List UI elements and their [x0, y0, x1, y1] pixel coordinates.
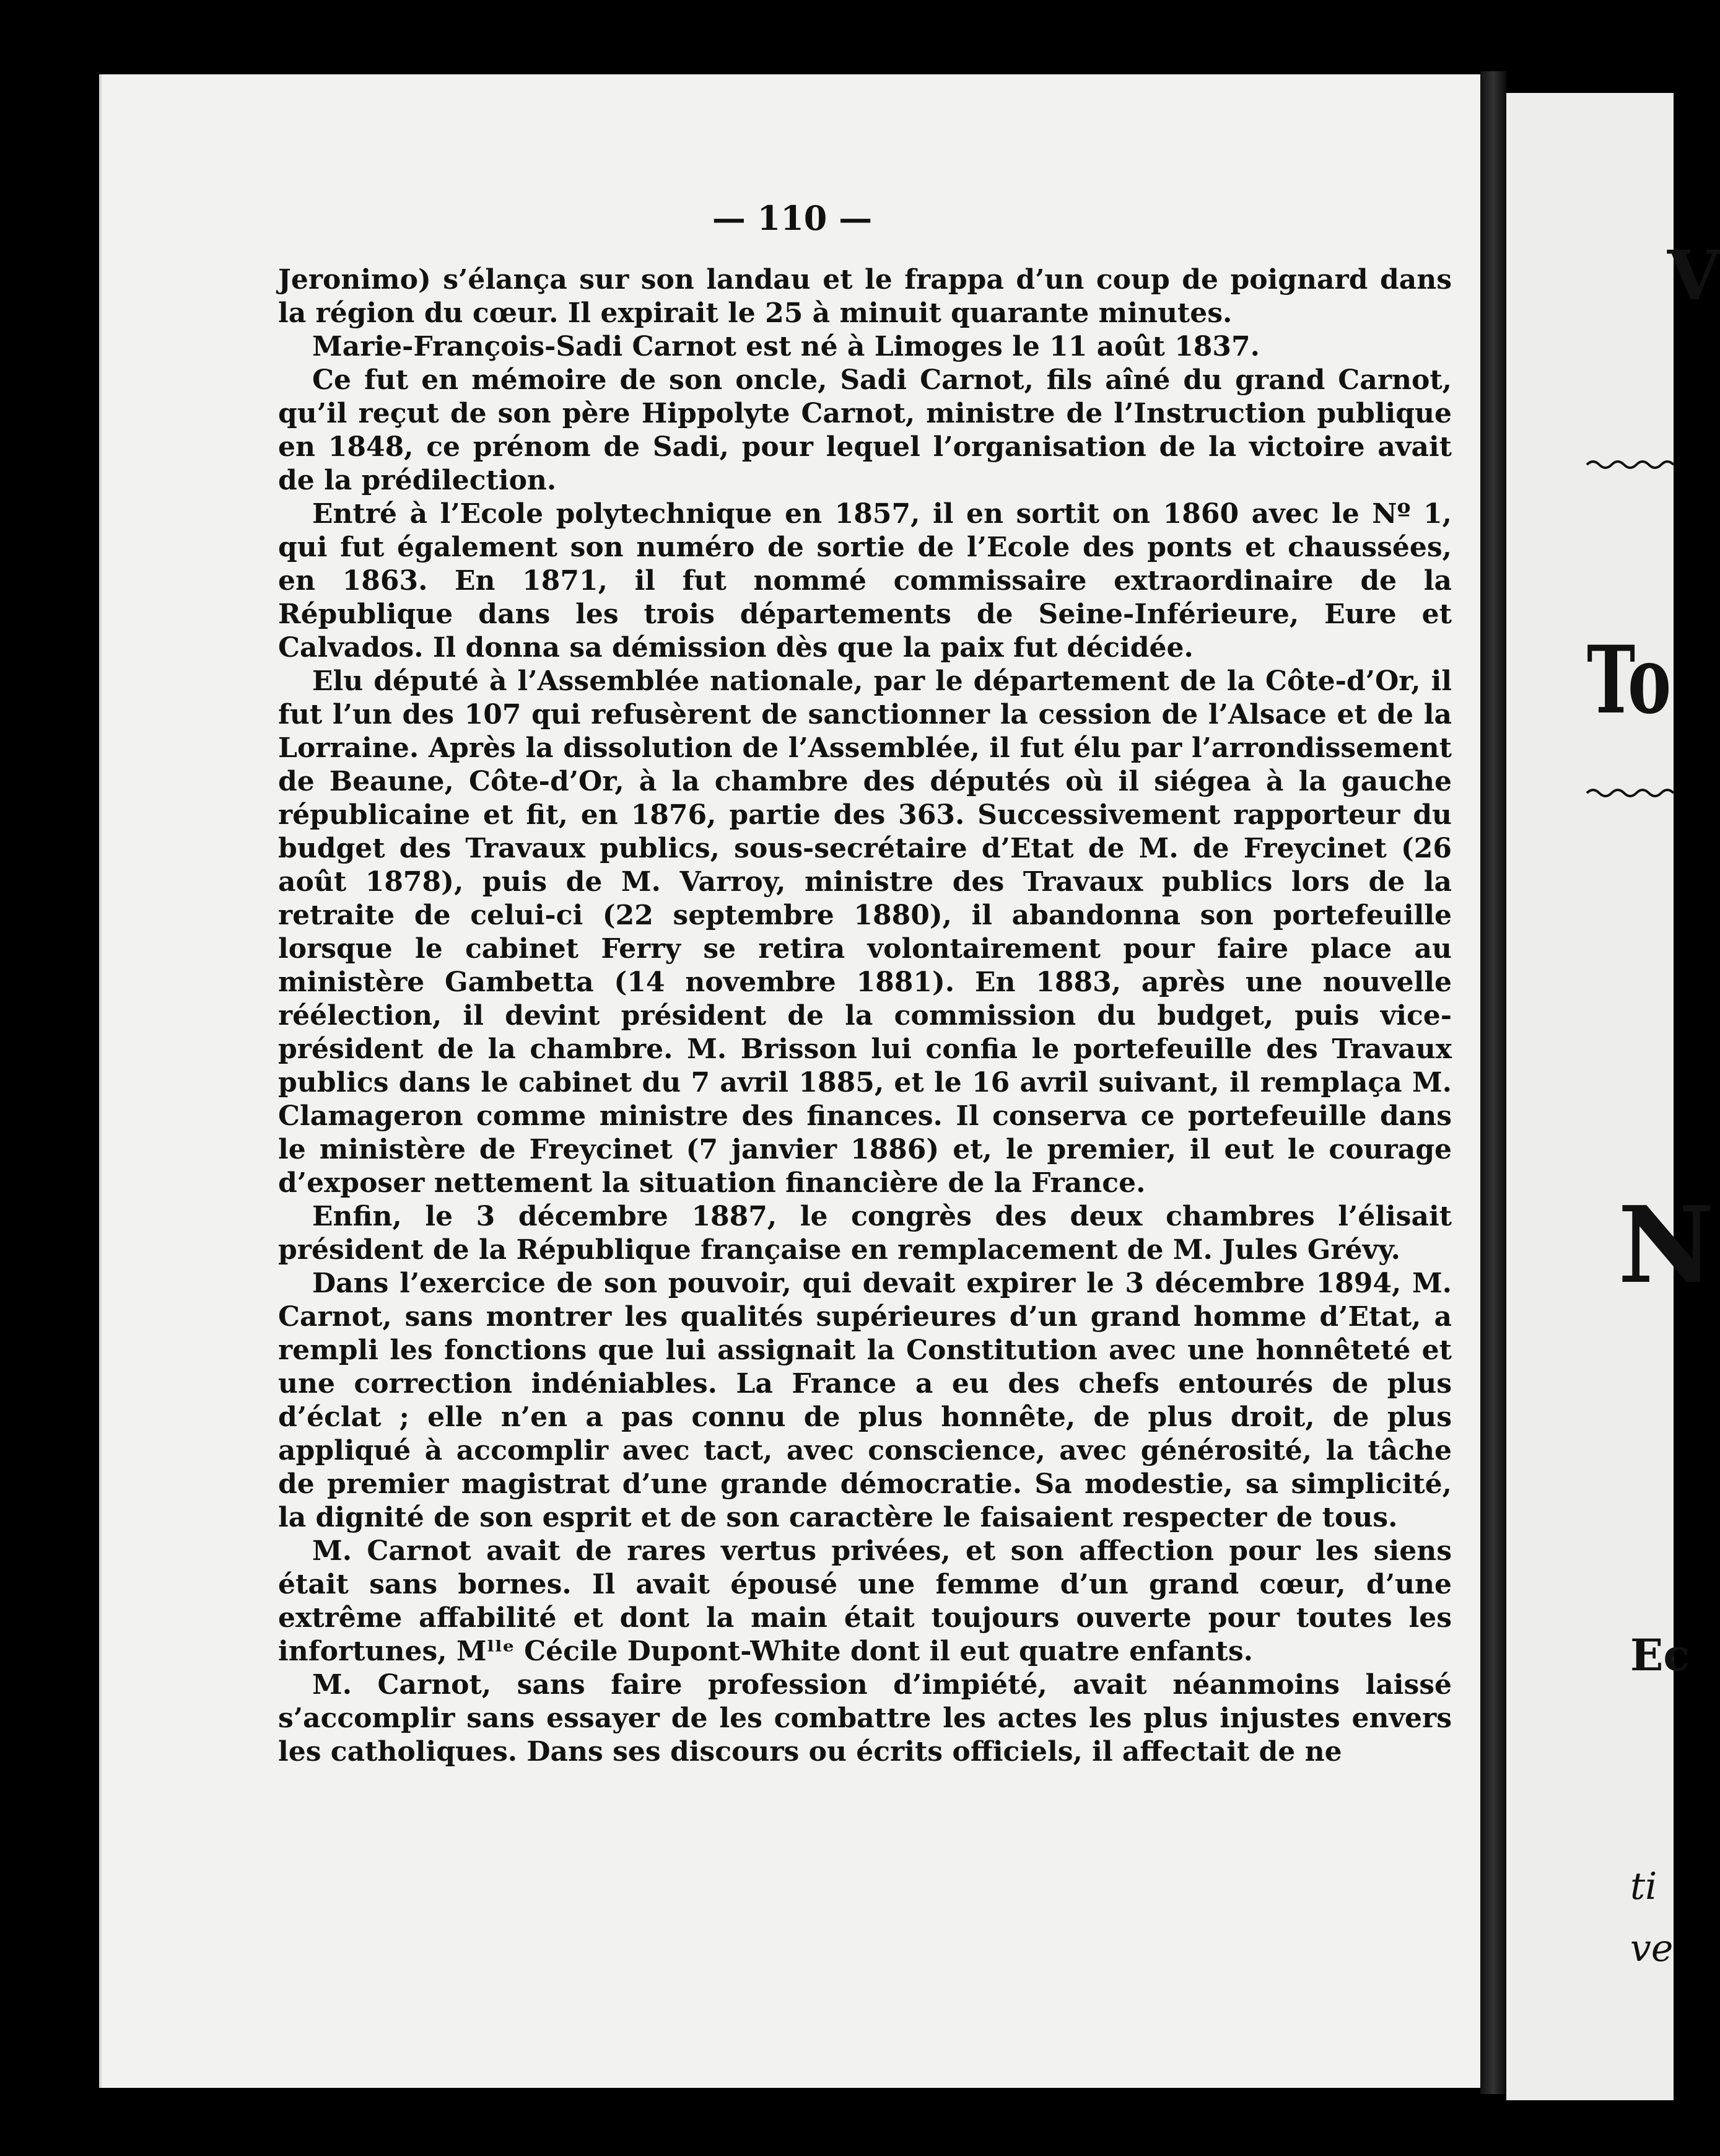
book-gutter	[1480, 71, 1506, 2094]
adjacent-text-fragment: ve	[1630, 1927, 1674, 1970]
ornament-rule	[1587, 787, 1674, 799]
paragraph: Enfin, le 3 décembre 1887, le congrès des deux chambres l’élisait président de la République française en remplacement de M. Jules Grévy.	[278, 1201, 1452, 1266]
paragraph: Dans l’exercice de son pouvoir, qui devait expirer le 3 décembre 1894, M. Carnot, sans montrer les qualités supérieures d’un grand homme d’Etat, a rempli les fonctions que lui assignait la Constitution avec une honnêteté et une correction indéniables. La France a eu des chefs entourés de plus d’éclat ; elle n’en a pas connu de plus honnête, de plus droit, de plus appliqué à accomplir avec tact, avec conscience, avec générosité, la tâche de premier magistrat d’une grande démocratie. Sa modestie, sa simplicité, la dignité de son esprit et de son caractère le faisaient respecter de tous.	[278, 1268, 1452, 1533]
paragraph: Entré à l’Ecole polytechnique en 1857, il en sortit on 1860 avec le Nº 1, qui fut également son numéro de sortie de l’Ecole des ponts et chaussées, en 1863. En 1871, il fut nommé commissaire extraordinaire de la République dans les trois départements de Seine-Inférieure, Eure et Calvados. Il donna sa démission dès que la paix fut décidée.	[278, 498, 1452, 664]
paragraph: M. Carnot avait de rares vertus privées, et son affection pour les siens était sans bornes. Il avait épousé une femme d’un grand cœur, d’une extrême affabilité et dont la main était toujours ouverte pour toutes les infortunes, Mˡˡᵉ Cécile Dupont-White dont il eut quatre enfants.	[278, 1535, 1452, 1667]
paragraph: Ce fut en mémoire de son oncle, Sadi Carnot, fils aîné du grand Carnot, qu’il reçut de son père Hippolyte Carnot, ministre de l’Instruction publique en 1848, ce prénom de Sadi, pour lequel l’organisation de la victoire avait de la prédilection.	[278, 364, 1452, 496]
ornament-rule	[1587, 458, 1674, 471]
adjacent-heading-fragment: To	[1587, 626, 1672, 735]
paragraph: M. Carnot, sans faire profession d’impiété, avait néanmoins laissé s’accomplir sans essayer de les combattre les actes les plus injustes envers les catholiques. Dans ses discours ou écrits officiels, il affectait de ne	[278, 1669, 1452, 1768]
body-text	[278, 263, 1452, 1769]
adjacent-heading-fragment: Ec	[1630, 1629, 1690, 1681]
paragraph: Jeronimo) s’élança sur son landau et le frappa d’un coup de poignard dans la région du cœur. Il expirait le 25 à minuit quarante minutes.	[278, 264, 1452, 329]
adjacent-heading-fragment: N	[1618, 1183, 1714, 1307]
book-page	[99, 74, 1483, 2088]
adjacent-heading-fragment: V	[1667, 235, 1720, 315]
page-number: — 110 —	[712, 198, 873, 238]
paragraph: Marie-François-Sadi Carnot est né à Limoges le 11 août 1837.	[312, 331, 1260, 362]
paragraph: Elu député à l’Assemblée nationale, par le département de la Côte-d’Or, il fut l’un des 107 qui refusèrent de sanctionner la cession de l’Alsace et de la Lorraine. Après la dissolution de l’Assemblée, il fut élu par l’arrondissement de Beaune, Côte-d’Or, à la chambre des députés où il siégea à la gauche républicaine et fit, en 1876, partie des 363. Successivement rapporteur du budget des Travaux publics, sous-secrétaire d’Etat de M. de Freycinet (26 août 1878), puis de M. Varroy, ministre des Travaux publics lors de la retraite de celui-ci (22 septembre 1880), il abandonna son portefeuille lorsque le cabinet Ferry se retira volontairement pour faire place au ministère Gambetta (14 novembre 1881). En 1883, après une nouvelle réélection, il devint président de la commission du budget, puis vice-président de la chambre. M. Brisson lui confia le portefeuille des Travaux publics dans le cabinet du 7 avril 1885, et le 16 avril suivant, il remplaça M. Clamageron comme ministre des finances. Il conserva ce portefeuille dans le ministère de Freycinet (7 janvier 1886) et, le premier, il eut le courage d’exposer nettement la situation financière de la France.	[278, 665, 1452, 1199]
adjacent-page	[1506, 93, 1720, 2100]
adjacent-text-fragment: ti	[1630, 1865, 1657, 1908]
